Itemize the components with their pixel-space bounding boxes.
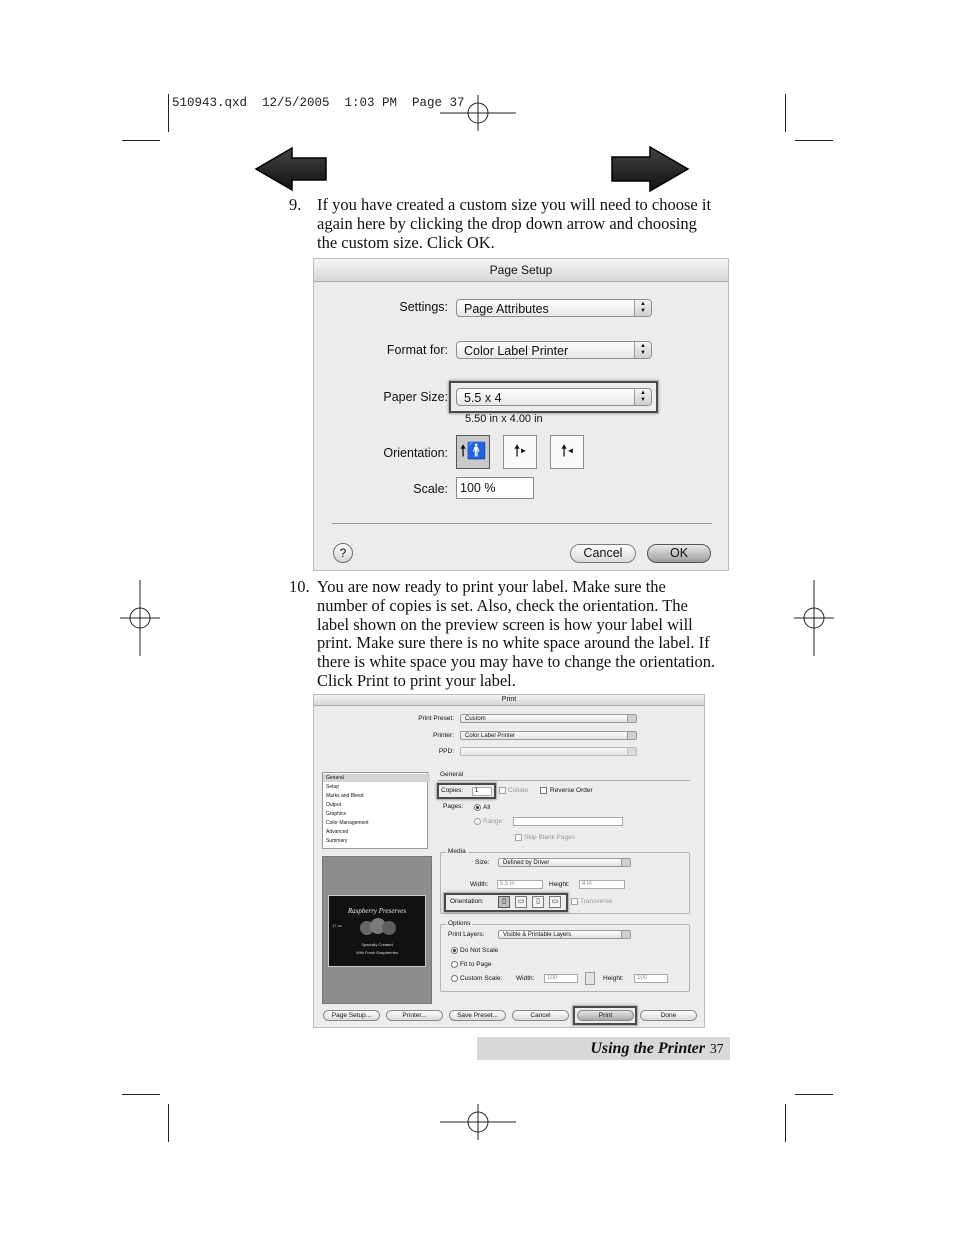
registration-mark-top bbox=[440, 95, 516, 135]
media-heading: Media bbox=[448, 848, 466, 855]
size-label: Size: bbox=[475, 859, 490, 866]
step-number: 10. bbox=[289, 577, 310, 596]
settings-value: Page Attributes bbox=[464, 302, 549, 316]
preview-label-side: 17 oz bbox=[332, 923, 342, 928]
pages-range-radio[interactable] bbox=[474, 818, 481, 825]
save-preset-button[interactable]: Save Preset... bbox=[449, 1010, 506, 1021]
format-select[interactable] bbox=[456, 341, 652, 359]
sidebar-item-output[interactable]: Output bbox=[326, 802, 342, 808]
custom-scale-width-value: 100 bbox=[547, 975, 558, 981]
copies-input[interactable] bbox=[472, 787, 492, 796]
orientation-reverse-landscape-button[interactable] bbox=[550, 435, 584, 469]
printer-select[interactable] bbox=[460, 731, 637, 740]
page-setup-dialog bbox=[313, 258, 729, 571]
paper-size-select[interactable] bbox=[456, 388, 652, 406]
registration-mark-left bbox=[120, 580, 160, 656]
collate-checkbox[interactable] bbox=[499, 787, 506, 794]
scale-input[interactable] bbox=[456, 477, 534, 499]
cancel-button[interactable]: Cancel bbox=[512, 1010, 569, 1021]
orientation-label: Orientation: bbox=[450, 898, 484, 905]
pages-all-radio[interactable] bbox=[474, 804, 481, 811]
crop-mark bbox=[785, 94, 786, 132]
preview-label-title: Raspberry Preserves bbox=[347, 907, 407, 915]
print-button[interactable]: Print bbox=[577, 1010, 634, 1021]
settings-label: Settings: bbox=[399, 300, 448, 314]
preview-label-line1: Specially Created bbox=[361, 942, 393, 947]
footer-section-title: Using the Printer bbox=[590, 1040, 705, 1057]
sidebar-item-graphics[interactable]: Graphics bbox=[326, 811, 347, 817]
orientation-reverse-portrait-button[interactable] bbox=[532, 896, 544, 908]
slug-line: 510943.qxd 12/5/2005 1:03 PM Page 37 bbox=[172, 96, 465, 110]
chevron-down-icon bbox=[627, 715, 636, 722]
pages-range-label: Range: bbox=[483, 818, 504, 825]
paper-size-value: 5.5 x 4 bbox=[464, 391, 502, 405]
help-icon: ? bbox=[339, 546, 347, 560]
print-preset-select[interactable] bbox=[460, 714, 637, 723]
paper-dimensions: 5.50 in x 4.00 in bbox=[465, 413, 543, 425]
custom-scale-width-input[interactable] bbox=[544, 974, 578, 983]
size-value: Defined by Driver bbox=[503, 860, 550, 866]
chevron-down-icon bbox=[621, 859, 630, 866]
preview-label-line2: With Fresh Raspberries bbox=[355, 950, 398, 955]
print-layers-label: Print Layers: bbox=[448, 931, 485, 938]
crop-mark bbox=[785, 1104, 786, 1142]
orientation-reverse-landscape-button[interactable] bbox=[549, 896, 561, 908]
size-select[interactable] bbox=[498, 858, 631, 867]
registration-mark-right bbox=[794, 580, 834, 656]
forward-arrow-icon[interactable] bbox=[610, 145, 690, 193]
printer-button[interactable]: Printer... bbox=[386, 1010, 443, 1021]
crop-mark bbox=[122, 1094, 160, 1095]
width-value: 5.5 in bbox=[500, 881, 515, 887]
label-preview bbox=[328, 895, 426, 967]
pages-label: Pages: bbox=[443, 803, 464, 810]
print-layers-select[interactable] bbox=[498, 930, 631, 939]
orientation-landscape-button[interactable] bbox=[515, 896, 527, 908]
reverse-order-label: Reverse Order bbox=[550, 787, 593, 794]
print-preset-value: Custom bbox=[465, 716, 486, 722]
landscape-icon: 🠕▸ bbox=[513, 443, 527, 460]
general-divider bbox=[438, 780, 690, 781]
print-sidebar bbox=[322, 772, 428, 849]
separator bbox=[332, 523, 712, 524]
transverse-label: Transverse bbox=[580, 898, 613, 905]
fit-to-page-radio[interactable] bbox=[451, 961, 458, 968]
copies-value: 1 bbox=[475, 788, 479, 794]
ok-button[interactable]: OK bbox=[647, 544, 711, 563]
scale-value: 100 % bbox=[460, 481, 496, 495]
cancel-button[interactable]: Cancel bbox=[570, 544, 636, 563]
scale-label: Scale: bbox=[413, 482, 448, 496]
skip-blank-label: Skip Blank Pages bbox=[524, 834, 575, 841]
general-heading: General bbox=[440, 771, 464, 778]
print-layers-value: Visible & Printable Layers bbox=[503, 932, 572, 938]
printer-value: Color Label Printer bbox=[465, 733, 516, 739]
collate-label: Collate bbox=[508, 787, 529, 794]
crop-mark bbox=[795, 1094, 833, 1095]
raspberries-image bbox=[357, 916, 399, 938]
do-not-scale-radio[interactable] bbox=[451, 947, 458, 954]
step-10 bbox=[289, 578, 729, 694]
ppd-select[interactable] bbox=[460, 747, 637, 756]
settings-select[interactable] bbox=[456, 299, 652, 317]
page-number: 37 bbox=[710, 1041, 724, 1056]
updown-arrows-icon: ▲ ▼ bbox=[634, 342, 651, 358]
reverse-landscape-icon: 🠕◂ bbox=[560, 443, 574, 460]
custom-scale-height-value: 100 bbox=[637, 975, 648, 981]
constrain-proportions-icon[interactable] bbox=[585, 972, 595, 985]
range-input[interactable] bbox=[513, 817, 623, 826]
sidebar-item-marks-and-bleed[interactable]: Marks and Bleed bbox=[326, 793, 364, 799]
format-value: Color Label Printer bbox=[464, 344, 569, 358]
step-9 bbox=[289, 196, 729, 256]
registration-mark-bottom bbox=[440, 1104, 516, 1144]
print-preview bbox=[322, 856, 432, 1004]
copies-label: Copies: bbox=[441, 787, 464, 794]
help-button[interactable] bbox=[333, 543, 353, 563]
sidebar-item-advanced[interactable]: Advanced bbox=[326, 829, 349, 835]
custom-scale-height-input[interactable] bbox=[634, 974, 668, 983]
chevron-down-icon bbox=[627, 732, 636, 739]
height-input[interactable] bbox=[579, 880, 625, 889]
do-not-scale-label: Do Not Scale bbox=[460, 947, 499, 954]
step-text: If you have created a custom size you will need to choose it again here by clicking the drop down arrow and choosing the custom size. Click OK. bbox=[317, 195, 712, 252]
crop-mark bbox=[168, 94, 169, 132]
paper-size-label: Paper Size: bbox=[383, 390, 448, 404]
done-button[interactable]: Done bbox=[640, 1010, 697, 1021]
ppd-label: PPD: bbox=[438, 748, 454, 755]
landscape-icon: ▭ bbox=[517, 898, 525, 905]
reverse-order-checkbox[interactable] bbox=[540, 787, 547, 794]
format-label: Format for: bbox=[386, 343, 448, 357]
portrait-icon: ▯ bbox=[502, 898, 506, 905]
crop-mark bbox=[168, 1104, 169, 1142]
custom-scale-height-label: Height: bbox=[603, 975, 624, 982]
back-arrow-icon[interactable] bbox=[254, 146, 328, 192]
orientation-portrait-button[interactable] bbox=[456, 435, 490, 469]
crop-mark bbox=[795, 140, 833, 141]
step-text: You are now ready to print your label. Make sure the number of copies is set. Also, check the orientation. The label shown on the preview screen is how your label will print. Make sure there is no white space around the label. If there is white space you may have to change the orientation. Click Print to print your label. bbox=[317, 577, 716, 690]
crop-mark bbox=[122, 140, 160, 141]
chevron-down-icon bbox=[621, 931, 630, 938]
skip-blank-checkbox[interactable] bbox=[515, 834, 522, 841]
width-label: Width: bbox=[470, 881, 489, 888]
reverse-portrait-icon: ▯ bbox=[536, 898, 540, 905]
chevron-down-icon bbox=[627, 748, 636, 755]
printer-label: Printer: bbox=[433, 732, 454, 739]
height-label: Height: bbox=[549, 881, 570, 888]
print-preset-label: Print Preset: bbox=[418, 715, 454, 722]
transverse-checkbox[interactable] bbox=[571, 898, 578, 905]
orientation-portrait-button[interactable] bbox=[498, 896, 510, 908]
fit-to-page-label: Fit to Page bbox=[460, 961, 492, 968]
portrait-icon: 🠕🚹 bbox=[459, 443, 487, 460]
updown-arrows-icon: ▲ ▼ bbox=[634, 389, 651, 405]
page-setup-button[interactable]: Page Setup... bbox=[323, 1010, 380, 1021]
custom-scale-radio[interactable] bbox=[451, 975, 458, 982]
sidebar-item-color-management[interactable]: Color Management bbox=[326, 820, 369, 826]
height-value: 4 in bbox=[582, 881, 592, 887]
options-heading: Options bbox=[448, 920, 471, 927]
dialog-title: Page Setup bbox=[314, 259, 728, 282]
custom-scale-label: Custom Scale: bbox=[460, 975, 503, 982]
sidebar-item-general[interactable]: General bbox=[323, 774, 430, 782]
dialog-title: Print bbox=[314, 695, 704, 706]
sidebar-item-summary[interactable]: Summary bbox=[326, 838, 348, 844]
orientation-landscape-button[interactable] bbox=[503, 435, 537, 469]
custom-scale-width-label: Width: bbox=[516, 975, 535, 982]
updown-arrows-icon: ▲ ▼ bbox=[634, 300, 651, 316]
sidebar-item-setup[interactable]: Setup bbox=[326, 784, 340, 790]
orientation-label: Orientation: bbox=[383, 446, 448, 460]
reverse-landscape-icon: ▭ bbox=[551, 898, 559, 905]
width-input[interactable] bbox=[497, 880, 543, 889]
pages-all-label: All bbox=[483, 804, 491, 811]
step-number: 9. bbox=[289, 195, 302, 214]
